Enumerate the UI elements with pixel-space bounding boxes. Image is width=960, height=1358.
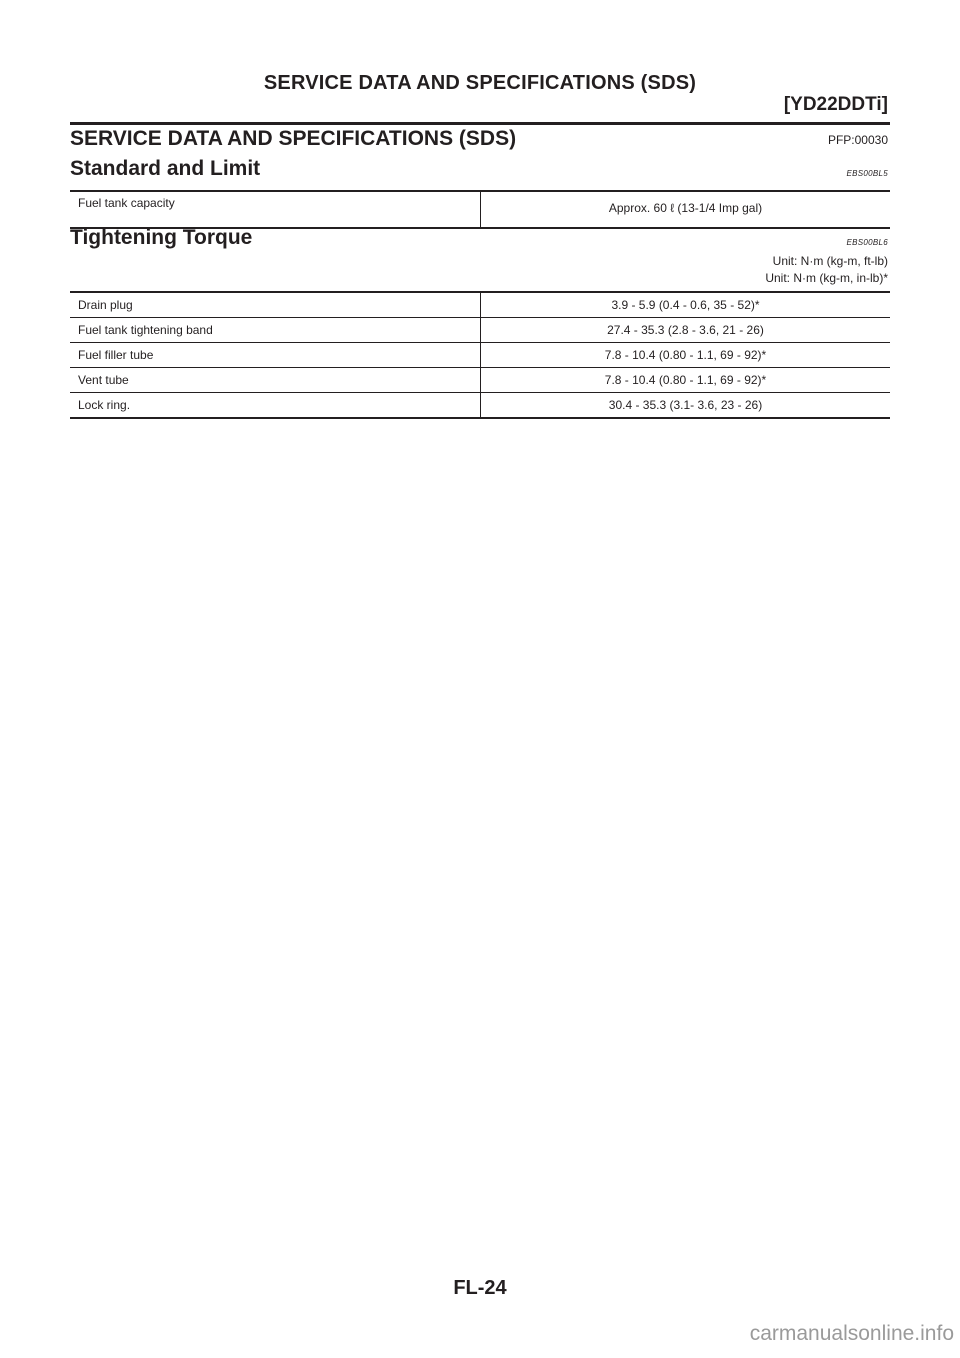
section-code: PFP:00030 (827, 133, 888, 147)
table-row (70, 368, 890, 393)
table-cell-value: 30.4 - 35.3 (3.1- 3.6, 23 - 26) (608, 398, 763, 412)
table-row (70, 393, 890, 419)
unit-note-ft-lb: Unit: N·m (kg-m, ft-lb) (772, 254, 888, 268)
table-cell-value: Approx. 60 ℓ (13-1/4 Imp gal) (608, 201, 763, 215)
table-cell-item: Drain plug (70, 292, 481, 318)
table-row (70, 318, 890, 343)
table-cell-item: Lock ring. (70, 393, 481, 419)
table-row (70, 292, 890, 318)
table-cell-item: Fuel tank capacity (70, 191, 481, 228)
table-cell-item: Fuel tank tightening band (70, 318, 481, 343)
header-rule (70, 122, 890, 125)
table-row (70, 343, 890, 368)
standard-limit-title: Standard and Limit (70, 157, 261, 180)
engine-code: [YD22DDTi] (783, 94, 888, 115)
page-number: FL-24 (453, 1277, 507, 1299)
page-header-title: SERVICE DATA AND SPECIFICATIONS (SDS) (263, 72, 697, 94)
section-title: SERVICE DATA AND SPECIFICATIONS (SDS) (70, 127, 517, 150)
table-cell-item: Fuel filler tube (70, 343, 481, 368)
table-cell-value: 7.8 - 10.4 (0.80 - 1.1, 69 - 92)* (481, 343, 891, 368)
table-row (70, 191, 890, 228)
tightening-torque-code: EBS00BL6 (846, 238, 888, 247)
table-cell-item: Vent tube (70, 368, 481, 393)
table-cell-value: 7.8 - 10.4 (0.80 - 1.1, 69 - 92)* (481, 368, 891, 393)
watermark: carmanualsonline.info (749, 1322, 954, 1345)
table-cell-value: 3.9 - 5.9 (0.4 - 0.6, 35 - 52)* (481, 292, 891, 318)
unit-note-in-lb: Unit: N·m (kg-m, in-lb)* (765, 271, 888, 285)
standard-limit-code: EBS00BL5 (846, 169, 888, 178)
tightening-torque-table (70, 291, 890, 419)
standard-limit-table (70, 190, 890, 229)
tightening-torque-title: Tightening Torque (70, 226, 253, 249)
table-cell-value: 27.4 - 35.3 (2.8 - 3.6, 21 - 26) (481, 318, 891, 343)
